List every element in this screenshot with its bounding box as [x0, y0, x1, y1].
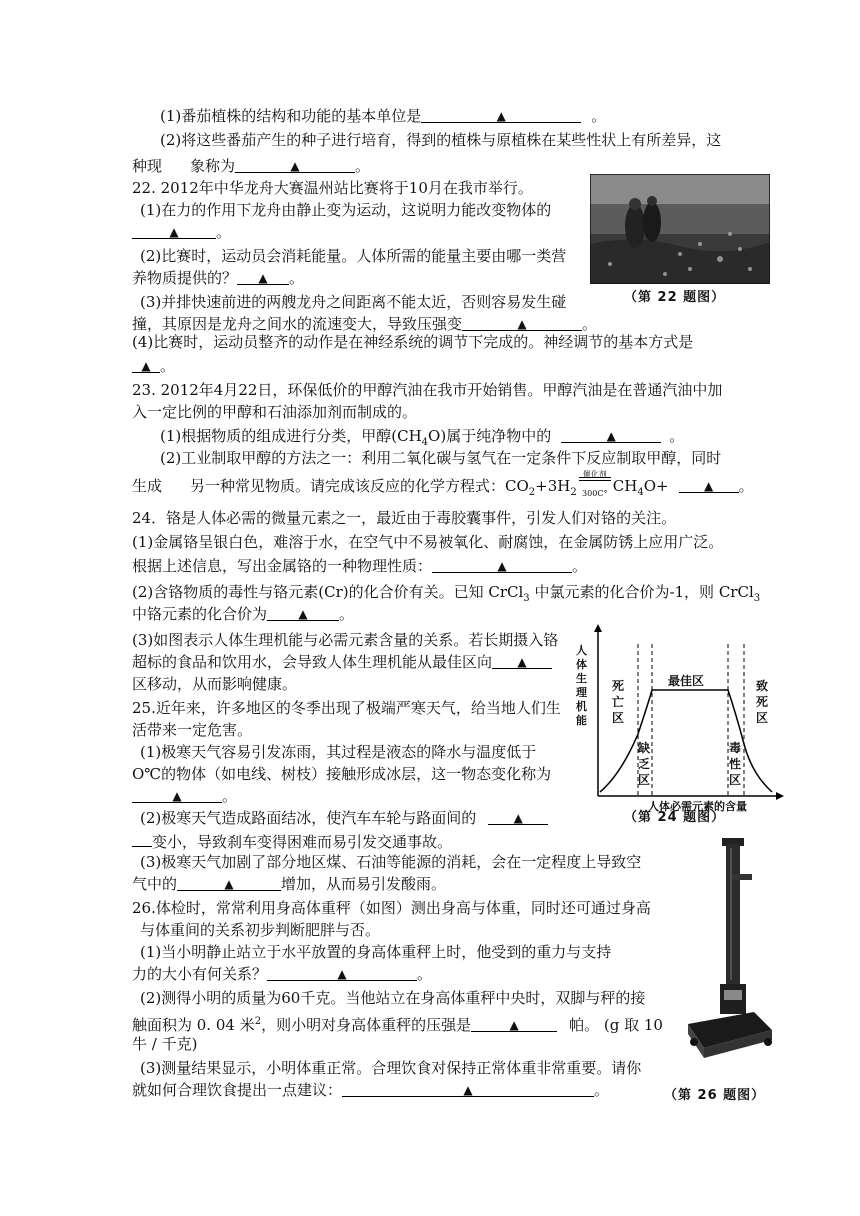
q25-part3-line2: 气中的 ▲ 增加，从而易引发酸雨。	[132, 875, 447, 893]
zone-optimal: 最佳区	[668, 674, 705, 688]
q21-part2-line2: 种现 象称为 ▲ 。	[132, 157, 371, 175]
answer-blank[interactable]: ▲	[462, 314, 582, 331]
q26-stem-line2: 与体重间的关系初步判断肥胖与否。	[140, 921, 381, 939]
q22-part4-line2: ▲ 。	[132, 356, 175, 376]
q22-stem: 22. 2012年中华龙舟大赛温州站比赛将于10月在我市举行。	[132, 179, 533, 197]
answer-blank[interactable]: ▲	[132, 786, 222, 803]
q25-part1-line3: ▲ 。	[132, 786, 237, 806]
zone-death: 死亡区	[612, 679, 625, 725]
q22-part3-line1: (3)并排快速前进的两艘龙舟之间距离不能太近，否则容易发生碰	[140, 293, 567, 311]
q22-part2-line1: (2)比赛时，运动员会消耗能量。人体所需的能量主要由哪一类营	[140, 247, 567, 265]
q23-part1: (1)根据物质的组成进行分类，甲醇$(CH_4O)$属于纯净物中的 ▲ 。	[160, 427, 685, 448]
q25-part1-line2: O℃的物体（如电线、树枝）接触形成冰层，这一物态变化称为	[132, 765, 552, 783]
zone-toxic: 毒性区	[729, 741, 742, 787]
q23-stem-line2: 入一定比例的甲醇和石油添加剂而制成的。	[132, 403, 418, 421]
q22-part1-line1: (1)在力的作用下龙舟由静止变为运动，这说明力能改变物体的	[140, 201, 552, 219]
q25-part2-line1: (2)极寒天气造成路面结冰，使汽车车轮与路面间的 ▲	[140, 808, 548, 828]
answer-blank[interactable]: ▲	[267, 964, 417, 981]
answer-blank[interactable]: ▲	[432, 556, 572, 573]
q24-part3-line3: 区移动，从而影响健康。	[132, 675, 298, 693]
element-function-diagram	[576, 624, 786, 814]
q26-part3-line2: 就如何合理饮食提出一点建议： ▲ 。	[132, 1081, 610, 1099]
q26-part1-line1: (1)当小明静止站立于水平放置的身高体重秤上时，他受到的重力与支持	[140, 943, 612, 961]
diagram-ylabel: 人体生理机能	[576, 644, 587, 727]
q23-part2-line1: (2)工业制取甲醇的方法之一：利用二氧化碳与氢气在一定条件下反应制取甲醇，同时	[160, 449, 722, 467]
q25-part2-line2: 变小，导致刹车变得困难而易引发交通事故。	[132, 830, 452, 852]
dragon-boat-photo	[590, 174, 770, 284]
answer-blank[interactable]: ▲	[177, 874, 281, 891]
q24-part2-line1: (2)含铬物质的毒性与铬元素(Cr)的化合价有关。已知 CrCl$_3$ 中氯元素的化合价为-1，则 CrCl$_3$	[132, 583, 761, 604]
q26-part2-line3: 牛 / 千克)	[132, 1035, 198, 1053]
reaction-arrow: 催化剂 300C°	[577, 477, 613, 497]
answer-blank[interactable]: ▲	[267, 604, 339, 621]
answer-blank[interactable]: ▲	[488, 808, 548, 825]
answer-blank[interactable]: ▲	[679, 476, 739, 493]
answer-blank[interactable]: ▲	[342, 1080, 594, 1097]
q25-stem-line1: 25.近年来，许多地区的冬季出现了极端严寒天气，给当地人们生	[132, 699, 561, 717]
q26-part1-line2: 力的大小有何关系？ ▲ 。	[132, 965, 433, 983]
zone-lethal: 致死区	[756, 679, 769, 725]
q22-part3-line2: 撞，其原因是龙舟之间水的流速变大，导致压强变 ▲ 。	[132, 315, 598, 333]
answer-blank[interactable]: ▲	[132, 356, 160, 373]
diagram-xlabel: 人体必需元素的含量	[648, 800, 747, 813]
q23-stem-line1: 23. 2012年4月22日，环保低价的甲醇汽油在我市开始销售。甲醇汽油是在普通汽油中加	[132, 381, 723, 399]
q26-part2-line2: 触面积为 0. 04 米$^2$，则小明对身高体重秤的压强是 ▲ 帕。 (g 取 10	[132, 1016, 663, 1034]
q26-stem-line1: 26.体检时，常常利用身高体重秤（如图）测出身高与体重，同时还可通过身高	[132, 899, 651, 917]
q25-stem-line2: 活带来一定危害。	[132, 721, 253, 739]
q22-part4-line1: (4)比赛时，运动员整齐的动作是在神经系统的调节下完成的。神经调节的基本方式是	[132, 333, 694, 351]
q24-part3-line1: (3)如图表示人体生理机能与必需元素含量的关系。若长期摄入铬	[132, 631, 559, 649]
q26-part2-line1: (2)测得小明的质量为60千克。当他站立在身高体重秤中央时，双脚与秤的接	[140, 989, 646, 1007]
answer-blank[interactable]: ▲	[237, 268, 289, 285]
q24-stem: 24．铬是人体必需的微量元素之一，最近由于毒胶囊事件，引发人们对铬的关注。	[132, 509, 677, 527]
q25-part1-line1: (1)极寒天气容易引发冻雨，其过程是液态的降水与温度低于	[140, 743, 537, 761]
answer-blank[interactable]: ▲	[421, 106, 581, 123]
height-weight-scale-picture	[668, 834, 778, 1064]
q25-part3-line1: (3)极寒天气加剧了部分地区煤、石油等能源的消耗，会在一定程度上导致空	[140, 853, 642, 871]
answer-blank[interactable]: ▲	[235, 156, 355, 173]
q22-part1-line2: ▲ 。	[132, 222, 231, 242]
answer-blank[interactable]: ▲	[132, 222, 216, 239]
q24-part1-line1: (1)金属铬呈银白色，难溶于水，在空气中不易被氧化、耐腐蚀，在金属防锈上应用广泛。	[132, 533, 724, 551]
q21-part1: (1)番茄植株的结构和功能的基本单位是 ▲ 。	[160, 107, 607, 125]
answer-blank-continuation	[132, 830, 152, 847]
q24-part3-line2: 超标的食品和饮用水，会导致人体生理机能从最佳区向 ▲	[132, 652, 552, 672]
q21-part2-line1: (2)将这些番茄产生的种子进行培育，得到的植株与原植株在某些性状上有所差异，这	[160, 131, 722, 149]
zone-deficient: 缺乏区	[638, 741, 651, 787]
q23-part2-line2: 生成 另一种常见物质。请完成该反应的化学方程式：$CO_2+3H_2$ 催化剂 300C° $CH_4O+$ ▲ 。	[132, 470, 754, 498]
answer-blank[interactable]: ▲	[561, 426, 661, 443]
figure-caption-24: （第 24 题图）	[624, 810, 726, 825]
figure-caption-26: （第 26 题图）	[664, 1088, 766, 1103]
figure-caption-22: （第 22 题图）	[624, 290, 726, 305]
q24-part2-line2: 中铬元素的化合价为 ▲ 。	[132, 605, 355, 623]
q22-part2-line2: 养物质提供的？ ▲ 。	[132, 269, 305, 287]
answer-blank[interactable]: ▲	[471, 1015, 557, 1032]
answer-blank[interactable]: ▲	[492, 652, 552, 669]
q24-part1-line2: 根据上述信息，写出金属铬的一种物理性质： ▲ 。	[132, 557, 588, 575]
q26-part3-line1: (3)测量结果显示，小明体重正常。合理饮食对保持正常体重非常重要。请你	[140, 1059, 642, 1077]
